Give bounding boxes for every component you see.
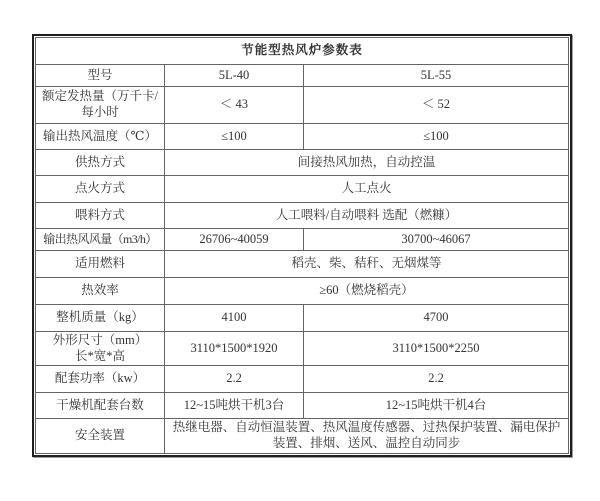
param-value-model-1: 5L-40 (165, 65, 304, 87)
param-label-line2: 长*宽*高 (74, 348, 125, 363)
table-row-heating-method (36, 150, 569, 176)
param-value-model-1: 2.2 (165, 366, 304, 393)
table-row-air-volume (36, 229, 569, 251)
param-value-model-2: ≤100 (304, 124, 569, 150)
param-value-merged: 稻壳、柴、秸秆、无烟煤等 (165, 251, 569, 278)
param-value-merged: 人工喂料/自动喂料 选配（燃糠） (165, 203, 569, 229)
param-value-model-1: 12~15吨烘干机3台 (165, 393, 304, 419)
table-row-thermal-efficiency (36, 278, 569, 305)
param-label: 供热方式 (36, 150, 165, 176)
table-row-safety-devices (36, 419, 569, 453)
param-value-model-1: 3110*1500*1920 (165, 332, 304, 366)
param-value-merged: ≥60（燃烧稻壳） (165, 278, 569, 305)
table-row-output-temp (36, 124, 569, 150)
param-value-model-2: 30700~46067 (304, 229, 569, 251)
param-label-line1: 外形尺寸（mm） (52, 333, 148, 347)
param-value-model-2: 2.2 (304, 366, 569, 393)
param-label: 干燥机配套台数 (36, 393, 165, 419)
table-title-row (36, 38, 569, 65)
table-title: 节能型热风炉参数表 (36, 38, 569, 65)
table-row-rated-heat (36, 87, 569, 124)
param-value-merged: 人工点火 (165, 176, 569, 203)
table-row-model (36, 65, 569, 87)
param-label: 喂料方式 (36, 203, 165, 229)
param-value-model-1: 4100 (165, 305, 304, 332)
param-label-line1: 额定发热量（万千卡/ (42, 89, 158, 104)
param-value-model-1: ＜ 43 (165, 87, 304, 124)
table-row-feeding-method (36, 203, 569, 229)
param-label: 型号 (36, 65, 165, 87)
param-label-text: 输出热风风量（m3/h） (43, 231, 157, 246)
param-label: 点火方式 (36, 176, 165, 203)
table-row-machine-weight (36, 305, 569, 332)
table-row-dimensions (36, 332, 569, 366)
param-label: 输出热风温度（℃） (36, 124, 165, 150)
param-label: 安全装置 (36, 419, 165, 453)
param-label: 适用燃料 (36, 251, 165, 278)
param-value-model-1: ≤100 (165, 124, 304, 150)
table-row-dryer-count (36, 393, 569, 419)
param-value-model-2: 4700 (304, 305, 569, 332)
table-row-matching-power (36, 366, 569, 393)
param-value-model-2: 3110*1500*2250 (304, 332, 569, 366)
table-row-applicable-fuel (36, 251, 569, 278)
param-value-model-2: ＜ 52 (304, 87, 569, 124)
param-label (36, 229, 165, 251)
param-label-line2: 每小时 (81, 105, 119, 119)
param-label: 配套功率（kw） (36, 366, 165, 393)
table-row-ignition-method (36, 176, 569, 203)
param-value-model-2: 5L-55 (304, 65, 569, 87)
parameter-table (32, 34, 572, 457)
spec-table (35, 37, 569, 454)
param-label (36, 332, 165, 366)
param-label: 整机质量（kg） (36, 305, 165, 332)
param-value-model-2: 12~15吨烘干机4台 (304, 393, 569, 419)
param-value-merged: 间接热风加热，自动控温 (165, 150, 569, 176)
param-value-model-1: 26706~40059 (165, 229, 304, 251)
param-label (36, 87, 165, 124)
param-value-merged: 热继电器、自动恒温装置、热风温度传感器、过热保护装置、漏电保护装置、排烟、送风、温控自动同步 (165, 419, 569, 453)
param-label: 热效率 (36, 278, 165, 305)
